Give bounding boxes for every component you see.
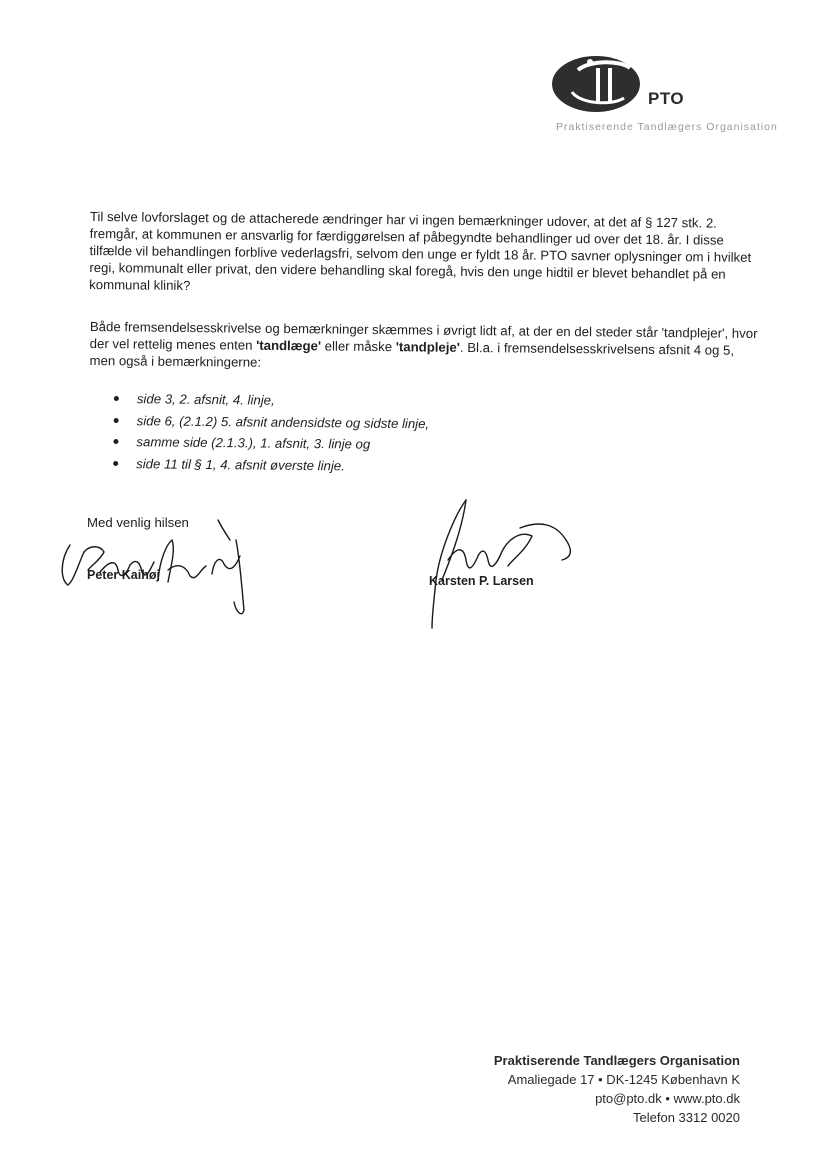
footer-email-web: pto@pto.dk • www.pto.dk: [595, 1091, 740, 1106]
paragraph-1: Til selve lovforslaget og de attacherede ændringer har vi ingen bemærkninger udover, at det af § 127 stk. 2. fremgår, at kommunen er ansvarlig for færdiggørelsen af påbegyndte behandlinger ud over det 18. år. I disse tilfælde vil behandlingen forblive vederlagsfri, selvom den unge er fyldt 18 år. PTO savner oplysninger om i hvilket regi, kommunalt eller privat, den videre behandling skal foregå, hvis den unge hidtil er blevet behandlet på en kommunal klinik?: [89, 208, 752, 294]
list-item-text: side 3, 2. afsnit, 4. linje,: [136, 391, 275, 408]
list-item-text: samme side (2.1.3.), 1. afsnit, 3. linje og: [136, 434, 371, 452]
bullet-icon: [113, 460, 118, 465]
signer-name-right: Karsten P. Larsen: [429, 574, 534, 588]
paragraph-2: [89, 318, 757, 376]
pto-logo: [550, 48, 790, 138]
footer-contact: [494, 1051, 740, 1127]
paragraph-2-bold-tandpleje: 'tandpleje': [395, 339, 461, 355]
bullet-icon: [113, 439, 118, 444]
pto-emblem-icon: [550, 48, 650, 118]
closing-greeting: Med venlig hilsen: [87, 515, 189, 530]
signer-name-left: Peter Kaihøj: [87, 568, 160, 582]
footer-org-name: Praktiserende Tandlægers Organisation: [493, 1053, 740, 1068]
paragraph-2-text-b: eller måske: [320, 338, 396, 355]
logo-tagline: Praktiserende Tandlægers Organisation: [556, 121, 778, 133]
signature-right-icon: [432, 500, 570, 628]
list-item-text: side 6, (2.1.2) 5. afsnit andensidste og sidste linje,: [136, 412, 430, 431]
paragraph-2-text-c: . Bl.a. i fremsendelsesskrivelsens afsnit 4 og 5, men også i bemærkningerne:: [89, 339, 735, 370]
list-item-text: side 11 til § 1, 4. afsnit øverste linje.: [136, 455, 345, 473]
paragraph-2-bold-tandlaege: 'tandlæge': [256, 337, 322, 354]
bullet-icon: [114, 417, 119, 422]
logo-name: PTO: [648, 89, 685, 108]
signature-left-icon: [62, 520, 244, 614]
footer-address: Amaliegade 17 • DK-1245 København K: [507, 1072, 740, 1087]
paragraph-2-text-a: Både fremsendelsesskrivelse og bemærkninger skæmmes i øvrigt lidt af, at der en del steder står 'tandplejer', hvor der vel rettelig menes enten: [89, 318, 758, 353]
reference-list: [113, 388, 614, 479]
bullet-icon: [114, 396, 119, 401]
list-item: [113, 452, 613, 479]
footer-phone: Telefon 3312 0020: [633, 1110, 740, 1125]
